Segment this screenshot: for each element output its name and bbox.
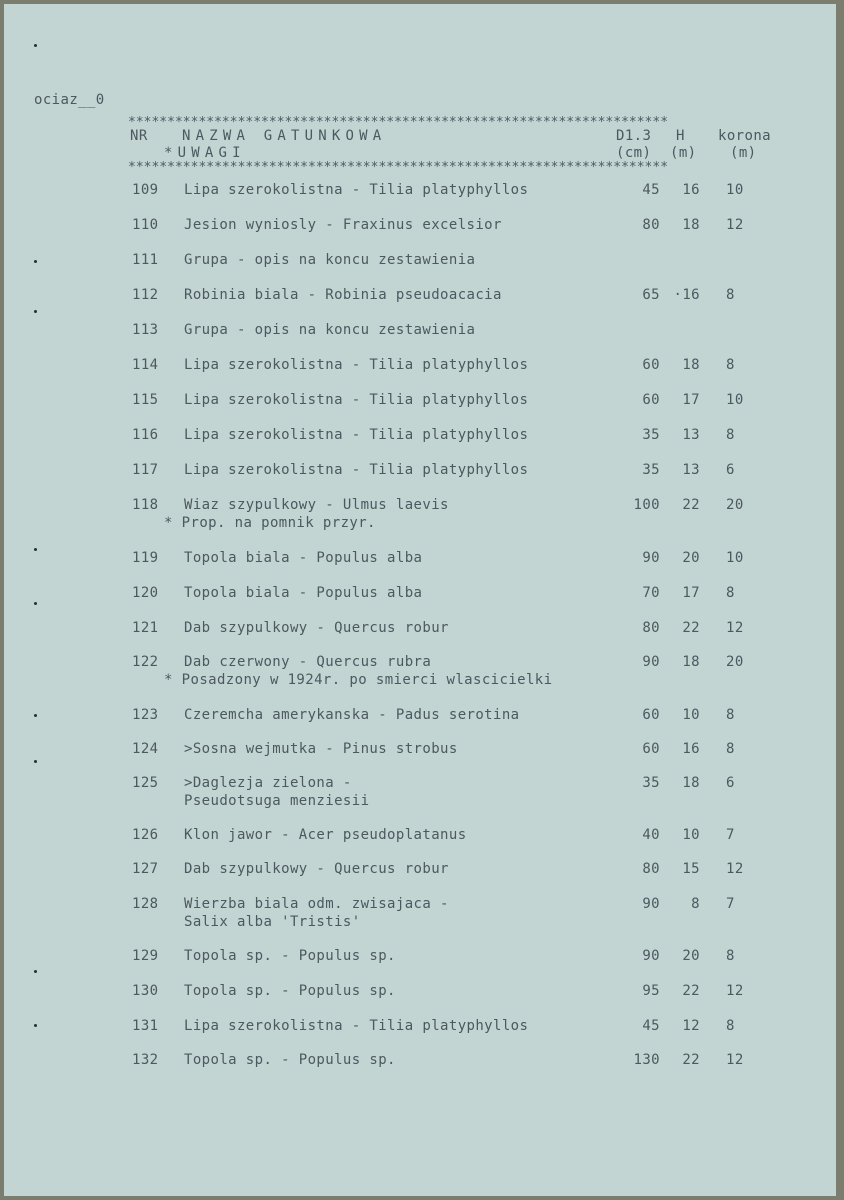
row-number: 131: [132, 1018, 159, 1034]
row-species-name-cont: Pseudotsuga menziesii: [184, 793, 370, 809]
row-height-m: 8: [691, 896, 700, 912]
row-diameter-cm: 80: [642, 217, 660, 233]
row-crown-m: 10: [726, 550, 744, 566]
row-diameter-cm: 80: [642, 620, 660, 636]
row-crown-m: 7: [726, 827, 735, 843]
row-diameter-cm: 65: [642, 287, 660, 303]
row-diameter-cm: 45: [642, 182, 660, 198]
row-number: 120: [132, 585, 159, 601]
row-species-name: Lipa szerokolistna - Tilia platyphyllos: [184, 392, 529, 408]
row-crown-m: 6: [726, 462, 735, 478]
row-remark: * Prop. na pomnik przyr.: [164, 515, 376, 531]
row-species-name: Topola sp. - Populus sp.: [184, 948, 396, 964]
row-species-name-cont: Salix alba 'Tristis': [184, 914, 361, 930]
row-number: 113: [132, 322, 159, 338]
row-species-name: Topola biala - Populus alba: [184, 585, 423, 601]
header-diameter-unit: (cm): [616, 145, 652, 161]
row-crown-m: 8: [726, 585, 735, 601]
row-crown-m: 8: [726, 948, 735, 964]
row-number: 112: [132, 287, 159, 303]
row-number: 132: [132, 1052, 159, 1068]
row-diameter-cm: 130: [633, 1052, 660, 1068]
row-species-name: Lipa szerokolistna - Tilia platyphyllos: [184, 427, 529, 443]
row-crown-m: 12: [726, 861, 744, 877]
page-label: ociaz__0: [34, 92, 105, 108]
row-height-m: ·16: [673, 287, 700, 303]
row-number: 128: [132, 896, 159, 912]
row-crown-m: 12: [726, 217, 744, 233]
row-crown-m: 8: [726, 741, 735, 757]
row-species-name: Lipa szerokolistna - Tilia platyphyllos: [184, 462, 529, 478]
row-height-m: 10: [682, 707, 700, 723]
separator-top: *********************************************************************: [128, 116, 669, 130]
row-diameter-cm: 40: [642, 827, 660, 843]
row-height-m: 12: [682, 1018, 700, 1034]
row-diameter-cm: 90: [642, 550, 660, 566]
row-species-name: Jesion wyniosly - Fraxinus excelsior: [184, 217, 502, 233]
row-height-m: 13: [682, 427, 700, 443]
row-crown-m: 10: [726, 182, 744, 198]
punch-mark: [34, 760, 37, 763]
row-crown-m: 6: [726, 775, 735, 791]
row-diameter-cm: 45: [642, 1018, 660, 1034]
row-height-m: 20: [682, 948, 700, 964]
punch-mark: [34, 714, 37, 717]
row-species-name: Topola biala - Populus alba: [184, 550, 423, 566]
punch-mark: [34, 260, 37, 263]
row-species-name: Wierzba biala odm. zwisajaca -: [184, 896, 449, 912]
row-species-name: Klon jawor - Acer pseudoplatanus: [184, 827, 467, 843]
row-species-name: Dab szypulkowy - Quercus robur: [184, 861, 449, 877]
row-height-m: 15: [682, 861, 700, 877]
row-number: 127: [132, 861, 159, 877]
row-species-name: Topola sp. - Populus sp.: [184, 983, 396, 999]
row-diameter-cm: 60: [642, 707, 660, 723]
row-diameter-cm: 60: [642, 741, 660, 757]
row-diameter-cm: 70: [642, 585, 660, 601]
row-species-name: Lipa szerokolistna - Tilia platyphyllos: [184, 182, 529, 198]
row-height-m: 18: [682, 775, 700, 791]
row-number: 121: [132, 620, 159, 636]
row-height-m: 16: [682, 741, 700, 757]
row-diameter-cm: 90: [642, 948, 660, 964]
row-diameter-cm: 35: [642, 462, 660, 478]
row-number: 115: [132, 392, 159, 408]
row-number: 117: [132, 462, 159, 478]
header-species-name: NAZWA GATUNKOWA: [182, 128, 387, 144]
row-number: 124: [132, 741, 159, 757]
row-diameter-cm: 90: [642, 896, 660, 912]
row-diameter-cm: 60: [642, 357, 660, 373]
row-species-name: Czeremcha amerykanska - Padus serotina: [184, 707, 520, 723]
row-species-name: Wiaz szypulkowy - Ulmus laevis: [184, 497, 449, 513]
row-diameter-cm: 80: [642, 861, 660, 877]
row-species-name: Dab czerwony - Quercus rubra: [184, 654, 432, 670]
row-height-m: 22: [682, 983, 700, 999]
row-height-m: 22: [682, 497, 700, 513]
row-species-name: Grupa - opis na koncu zestawienia: [184, 322, 476, 338]
row-crown-m: 8: [726, 1018, 735, 1034]
row-crown-m: 12: [726, 1052, 744, 1068]
row-height-m: 17: [682, 585, 700, 601]
header-crown: korona: [718, 128, 771, 144]
row-crown-m: 8: [726, 427, 735, 443]
punch-mark: [34, 310, 37, 313]
row-crown-m: 10: [726, 392, 744, 408]
row-number: 114: [132, 357, 159, 373]
row-number: 122: [132, 654, 159, 670]
header-height-unit: (m): [670, 145, 697, 161]
row-number: 123: [132, 707, 159, 723]
row-species-name: Robinia biala - Robinia pseudoacacia: [184, 287, 502, 303]
row-number: 110: [132, 217, 159, 233]
row-species-name: Lipa szerokolistna - Tilia platyphyllos: [184, 1018, 529, 1034]
row-number: 116: [132, 427, 159, 443]
row-crown-m: 12: [726, 620, 744, 636]
header-nr: NR: [130, 128, 148, 144]
row-diameter-cm: 90: [642, 654, 660, 670]
row-species-name: Topola sp. - Populus sp.: [184, 1052, 396, 1068]
punch-mark: [34, 602, 37, 605]
row-height-m: 18: [682, 357, 700, 373]
row-diameter-cm: 60: [642, 392, 660, 408]
row-species-name: >Sosna wejmutka - Pinus strobus: [184, 741, 458, 757]
row-height-m: 17: [682, 392, 700, 408]
row-height-m: 18: [682, 654, 700, 670]
row-number: 126: [132, 827, 159, 843]
punch-mark: [34, 548, 37, 551]
separator-bottom: *********************************************************************: [128, 161, 669, 175]
row-number: 111: [132, 252, 159, 268]
row-diameter-cm: 35: [642, 427, 660, 443]
row-crown-m: 8: [726, 707, 735, 723]
row-crown-m: 20: [726, 654, 744, 670]
row-crown-m: 12: [726, 983, 744, 999]
header-crown-unit: (m): [730, 145, 757, 161]
row-height-m: 20: [682, 550, 700, 566]
row-species-name: Lipa szerokolistna - Tilia platyphyllos: [184, 357, 529, 373]
row-height-m: 22: [682, 620, 700, 636]
row-height-m: 22: [682, 1052, 700, 1068]
row-remark: * Posadzony w 1924r. po smierci wlascicielki: [164, 672, 553, 688]
row-species-name: >Daglezja zielona -: [184, 775, 352, 791]
row-diameter-cm: 100: [633, 497, 660, 513]
row-height-m: 18: [682, 217, 700, 233]
header-diameter: D1.3: [616, 128, 652, 144]
row-species-name: Dab szypulkowy - Quercus robur: [184, 620, 449, 636]
punch-mark: [34, 970, 37, 973]
row-number: 118: [132, 497, 159, 513]
header-height: H: [676, 128, 685, 144]
punch-mark: [34, 44, 37, 47]
row-number: 119: [132, 550, 159, 566]
header-remarks: *UWAGI: [164, 145, 246, 161]
row-crown-m: 8: [726, 287, 735, 303]
row-diameter-cm: 95: [642, 983, 660, 999]
punch-mark: [34, 1024, 37, 1027]
row-crown-m: 20: [726, 497, 744, 513]
row-height-m: 13: [682, 462, 700, 478]
row-number: 130: [132, 983, 159, 999]
row-crown-m: 8: [726, 357, 735, 373]
row-number: 109: [132, 182, 159, 198]
row-diameter-cm: 35: [642, 775, 660, 791]
row-species-name: Grupa - opis na koncu zestawienia: [184, 252, 476, 268]
document-page: [4, 4, 836, 1196]
row-crown-m: 7: [726, 896, 735, 912]
row-height-m: 16: [682, 182, 700, 198]
row-number: 129: [132, 948, 159, 964]
row-height-m: 10: [682, 827, 700, 843]
row-number: 125: [132, 775, 159, 791]
